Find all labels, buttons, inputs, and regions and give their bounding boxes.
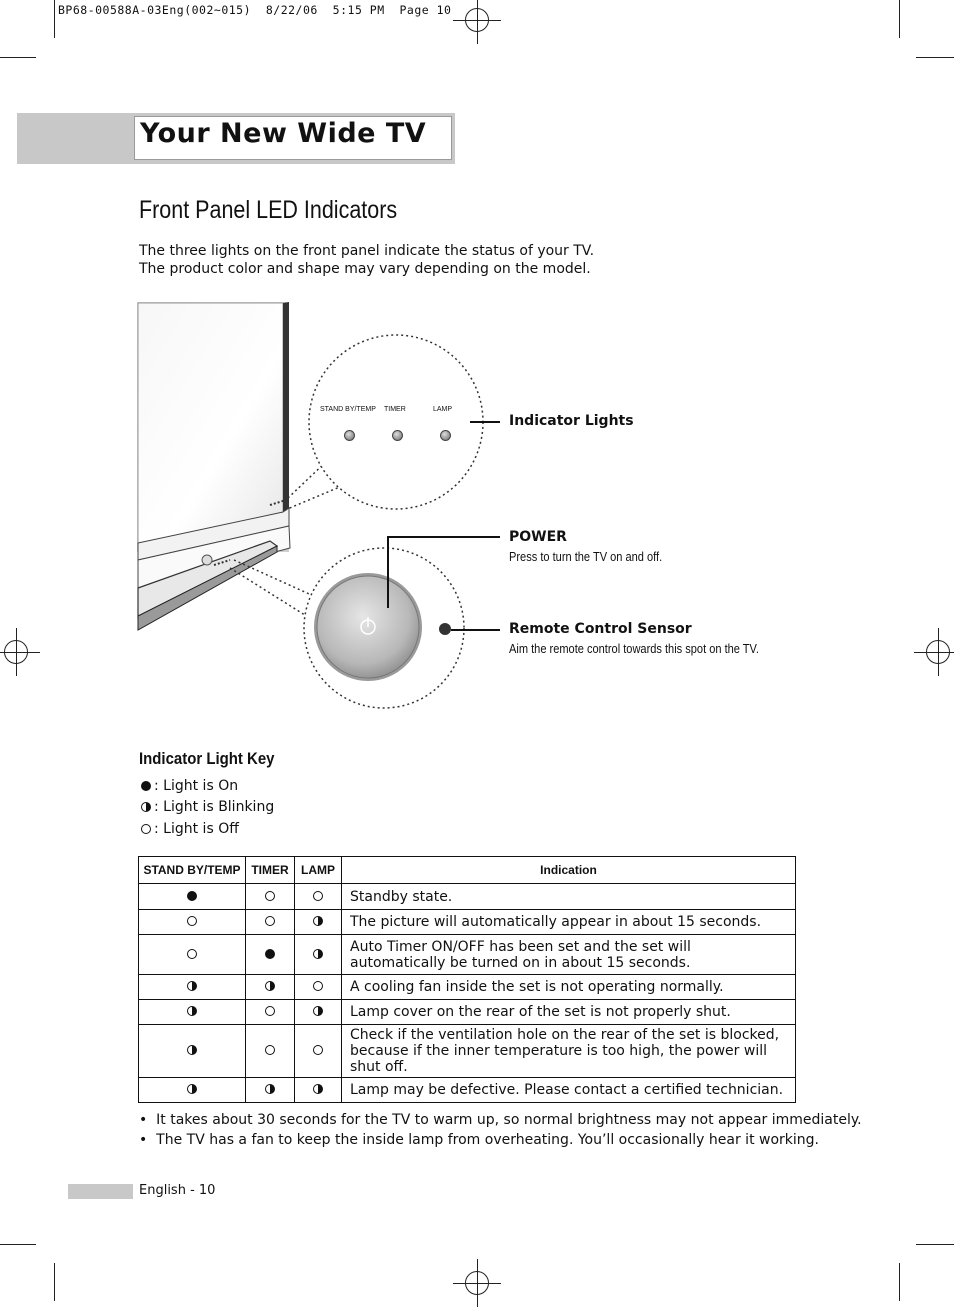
status-cell (139, 1000, 246, 1025)
registration-mark (926, 640, 950, 664)
note-text: The TV has a fan to keep the inside lamp from overheating. You’ll occasionally hear it working. (156, 1132, 819, 1148)
crop-mark (899, 1263, 900, 1301)
status-cell (295, 935, 342, 975)
crop-mark (54, 1263, 55, 1301)
indication-cell: Lamp may be defective. Please contact a certified technician. (342, 1078, 796, 1103)
indication-cell: Standby state. (342, 884, 796, 910)
status-cell (246, 910, 295, 935)
key-item-on (141, 778, 238, 794)
light-blink-icon (265, 1084, 275, 1094)
light-off-icon (187, 916, 197, 926)
indication-cell: A cooling fan inside the set is not operating normally. (342, 975, 796, 1000)
light-off-icon (313, 891, 323, 901)
list-item: • The TV has a fan to keep the inside lamp from overheating. You’ll occasionally hear it working. (139, 1132, 819, 1148)
status-cell (295, 1078, 342, 1103)
table-row (139, 1000, 796, 1025)
key-label: : Light is On (154, 778, 239, 794)
callout-line (470, 421, 500, 423)
indication-cell: Lamp cover on the rear of the set is not properly shut. (342, 1000, 796, 1025)
light-blink-icon (187, 1084, 197, 1094)
led-light-lamp (440, 430, 451, 441)
light-off-icon (265, 916, 275, 926)
status-cell (295, 1025, 342, 1078)
indication-cell: Auto Timer ON/OFF has been set and the set will automatically be turned on in about 15 seconds. (342, 935, 796, 975)
list-item: • It takes about 30 seconds for the TV to warm up, so normal brightness may not appear immediately. (139, 1112, 862, 1128)
callout-line (387, 536, 500, 538)
led-light-timer (392, 430, 403, 441)
status-cell (139, 975, 246, 1000)
light-off-icon (265, 1006, 275, 1016)
status-cell (139, 935, 246, 975)
crop-mark (899, 0, 900, 38)
key-label: : Light is Off (154, 821, 239, 837)
light-on-icon (187, 891, 197, 901)
status-cell (295, 975, 342, 1000)
note-text: It takes about 30 seconds for the TV to warm up, so normal brightness may not appear immediately. (156, 1112, 862, 1128)
status-cell (246, 1025, 295, 1078)
light-off-icon (313, 1045, 323, 1055)
table-row (139, 975, 796, 1000)
crop-mark (916, 57, 954, 58)
crop-mark (916, 1244, 954, 1245)
led-label-standby: STAND BY/TEMP (320, 406, 376, 413)
registration-mark (465, 1271, 489, 1295)
crop-mark (0, 1244, 36, 1245)
led-label-timer: TIMER (384, 406, 406, 413)
status-cell (246, 935, 295, 975)
light-blink-icon (313, 1084, 323, 1094)
indication-cell: The picture will automatically appear in about 15 seconds. (342, 910, 796, 935)
registration-mark (4, 640, 28, 664)
callout-line (451, 629, 500, 631)
intro-line: The product color and shape may vary depending on the model. (139, 261, 591, 277)
registration-mark (465, 8, 489, 32)
section-title: Front Panel LED Indicators (139, 196, 398, 224)
light-off-icon (141, 824, 151, 834)
print-header: BP68-00588A-03Eng(002~015) 8/22/06 5:15 PM Page 10 (58, 3, 452, 17)
status-cell (246, 975, 295, 1000)
key-label: : Light is Blinking (154, 799, 275, 815)
table-row (139, 884, 796, 910)
status-cell (295, 884, 342, 910)
power-label: POWER (509, 529, 567, 545)
status-cell (139, 910, 246, 935)
light-blinking-icon (141, 802, 151, 812)
intro-text (139, 242, 594, 278)
led-status-table (138, 856, 796, 1103)
indication-cell: Check if the ventilation hole on the rear of the set is blocked, because if the inner temperature is too high, the power will shut off. (342, 1025, 796, 1078)
light-off-icon (187, 949, 197, 959)
column-header: STAND BY/TEMP (139, 857, 246, 884)
table-body (139, 884, 796, 1103)
status-cell (295, 1000, 342, 1025)
column-header: TIMER (246, 857, 295, 884)
key-item-blink (141, 799, 274, 815)
page-number: English - 10 (139, 1183, 216, 1198)
front-panel-illustration (130, 298, 510, 718)
light-on-icon (265, 949, 275, 959)
key-title: Indicator Light Key (139, 749, 275, 768)
light-blink-icon (265, 981, 275, 991)
light-blink-icon (313, 916, 323, 926)
column-header: LAMP (295, 857, 342, 884)
status-cell (295, 910, 342, 935)
table-row (139, 910, 796, 935)
light-blink-icon (187, 981, 197, 991)
crop-mark (54, 0, 55, 38)
light-on-icon (141, 781, 151, 791)
led-label-lamp: LAMP (433, 406, 453, 413)
led-light-standby (344, 430, 355, 441)
notes-list (139, 1110, 862, 1150)
light-off-icon (313, 981, 323, 991)
page-title: Your New Wide TV (140, 118, 427, 149)
intro-line: The three lights on the front panel indicate the status of your TV. (139, 243, 595, 259)
light-blink-icon (187, 1045, 197, 1055)
status-cell (246, 1000, 295, 1025)
light-blink-icon (313, 1006, 323, 1016)
callout-line (387, 536, 389, 608)
status-cell (139, 884, 246, 910)
table-row (139, 1078, 796, 1103)
key-item-off (141, 821, 239, 837)
power-description: Press to turn the TV on and off. (509, 549, 663, 564)
remote-sensor-description: Aim the remote control towards this spot on the TV. (509, 641, 759, 656)
light-blink-icon (313, 949, 323, 959)
footer-bar (68, 1184, 133, 1199)
crop-mark (0, 57, 36, 58)
remote-sensor-label: Remote Control Sensor (509, 621, 692, 637)
column-header: Indication (342, 857, 796, 884)
status-cell (246, 884, 295, 910)
table-row (139, 1025, 796, 1078)
table-header-row (139, 857, 796, 884)
light-blink-icon (187, 1006, 197, 1016)
indicator-lights-label: Indicator Lights (509, 413, 634, 429)
table-row (139, 935, 796, 975)
light-off-icon (265, 1045, 275, 1055)
status-cell (139, 1078, 246, 1103)
light-off-icon (265, 891, 275, 901)
status-cell (139, 1025, 246, 1078)
status-cell (246, 1078, 295, 1103)
